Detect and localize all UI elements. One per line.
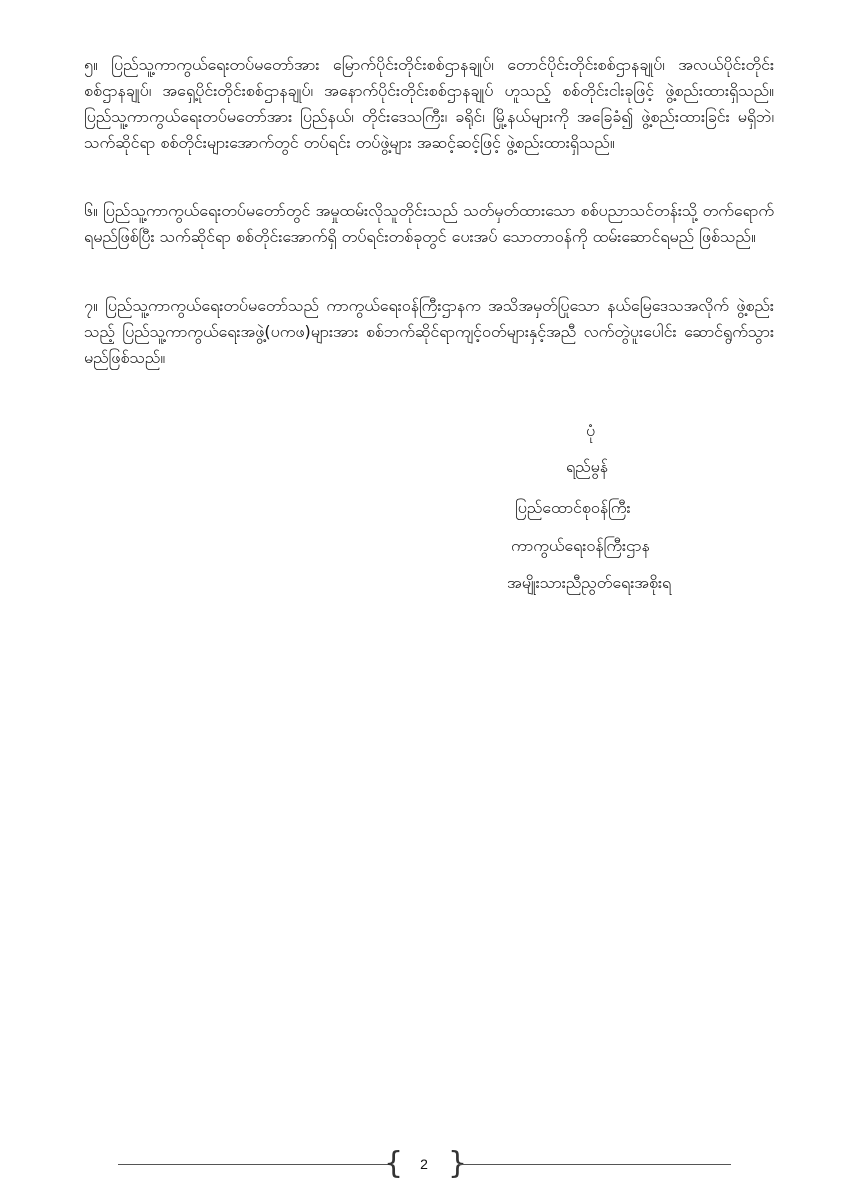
paragraph-6: ၆။ ပြည်သူ့ကာကွယ်ရေးတပ်မတော်တွင် အမှုထမ်းလိုသူတိုင်းသည် သတ်မှတ်ထားသော စစ်ပညာသင်တန်းသို့ တက်ရောက်ရမည်ဖြစ်ပြီး သက်ဆိုင်ရာ စစ်တိုင်းအောက်ရှိ တပ်ရင်းတစ်ခုတွင် ပေးအပ် သောတာဝန်ကို ထမ်းဆောင်ရမည် ဖြစ်သည်။ bbox=[84, 201, 774, 246]
signatory-name: ရည်မွန် bbox=[566, 457, 609, 476]
signed-mark: ပုံ bbox=[586, 421, 596, 440]
signatory-title: ပြည်ထောင်စုဝန်ကြီး bbox=[515, 498, 631, 517]
footer-brace-left: { bbox=[384, 1146, 404, 1181]
signatory-ministry: ကာကွယ်ရေးဝန်ကြီးဌာန bbox=[511, 536, 650, 555]
signatory-government: အမျိုးသားညီညွတ်ရေးအစိုးရ bbox=[507, 573, 672, 592]
footer-brace-right: } bbox=[448, 1146, 468, 1181]
paragraph-5: ၅။ ပြည်သူ့ကာကွယ်ရေးတပ်မတော်အား မြောက်ပိုင်းတိုင်းစစ်ဌာနချုပ်၊ တောင်ပိုင်းတိုင်းစစ်ဌာနချုပ်၊ အလယ်ပိုင်းတိုင်းစစ်ဌာနချုပ်၊ အရှေ့ပိုင်းတိုင်းစစ်ဌာနချုပ်၊ အနောက်ပိုင်းတိုင်းစစ်ဌာနချုပ် ဟူသည့် စစ်တိုင်းငါးခုဖြင့် ဖွဲ့စည်းထားရှိသည်။ ပြည်သူ့ကာကွယ်ရေးတပ်မတော်အား ပြည်နယ်၊ တိုင်းဒေသကြီး၊ ခရိုင်၊ မြို့နယ်များကို အခြေခံ၍ ဖွဲ့စည်းထားခြင်း မရှိဘဲ၊ သက်ဆိုင်ရာ စစ်တိုင်းများအောက်တွင် တပ်ရင်း တပ်ဖွဲ့များ အဆင့်ဆင့်ဖြင့် ဖွဲ့စည်းထားရှိသည်။ bbox=[84, 55, 774, 152]
footer-divider-right bbox=[458, 1164, 731, 1165]
page-number: 2 bbox=[420, 1156, 428, 1172]
footer-divider-left bbox=[118, 1164, 390, 1165]
paragraph-7: ၇။ ပြည်သူ့ကာကွယ်ရေးတပ်မတော်သည် ကာကွယ်ရေးဝန်ကြီးဌာနက အသိအမှတ်ပြုသော နယ်မြေဒေသအလိုက် ဖွဲ့စည်းသည့် ပြည်သူ့ကာကွယ်ရေးအဖွဲ့(ပကဖ)များအား စစ်ဘက်ဆိုင်ရာကျင့်ဝတ်များနှင့်အညီ လက်တွဲပူးပေါင်း ဆောင်ရွက်သွားမည်ဖြစ်သည်။ bbox=[84, 296, 774, 367]
